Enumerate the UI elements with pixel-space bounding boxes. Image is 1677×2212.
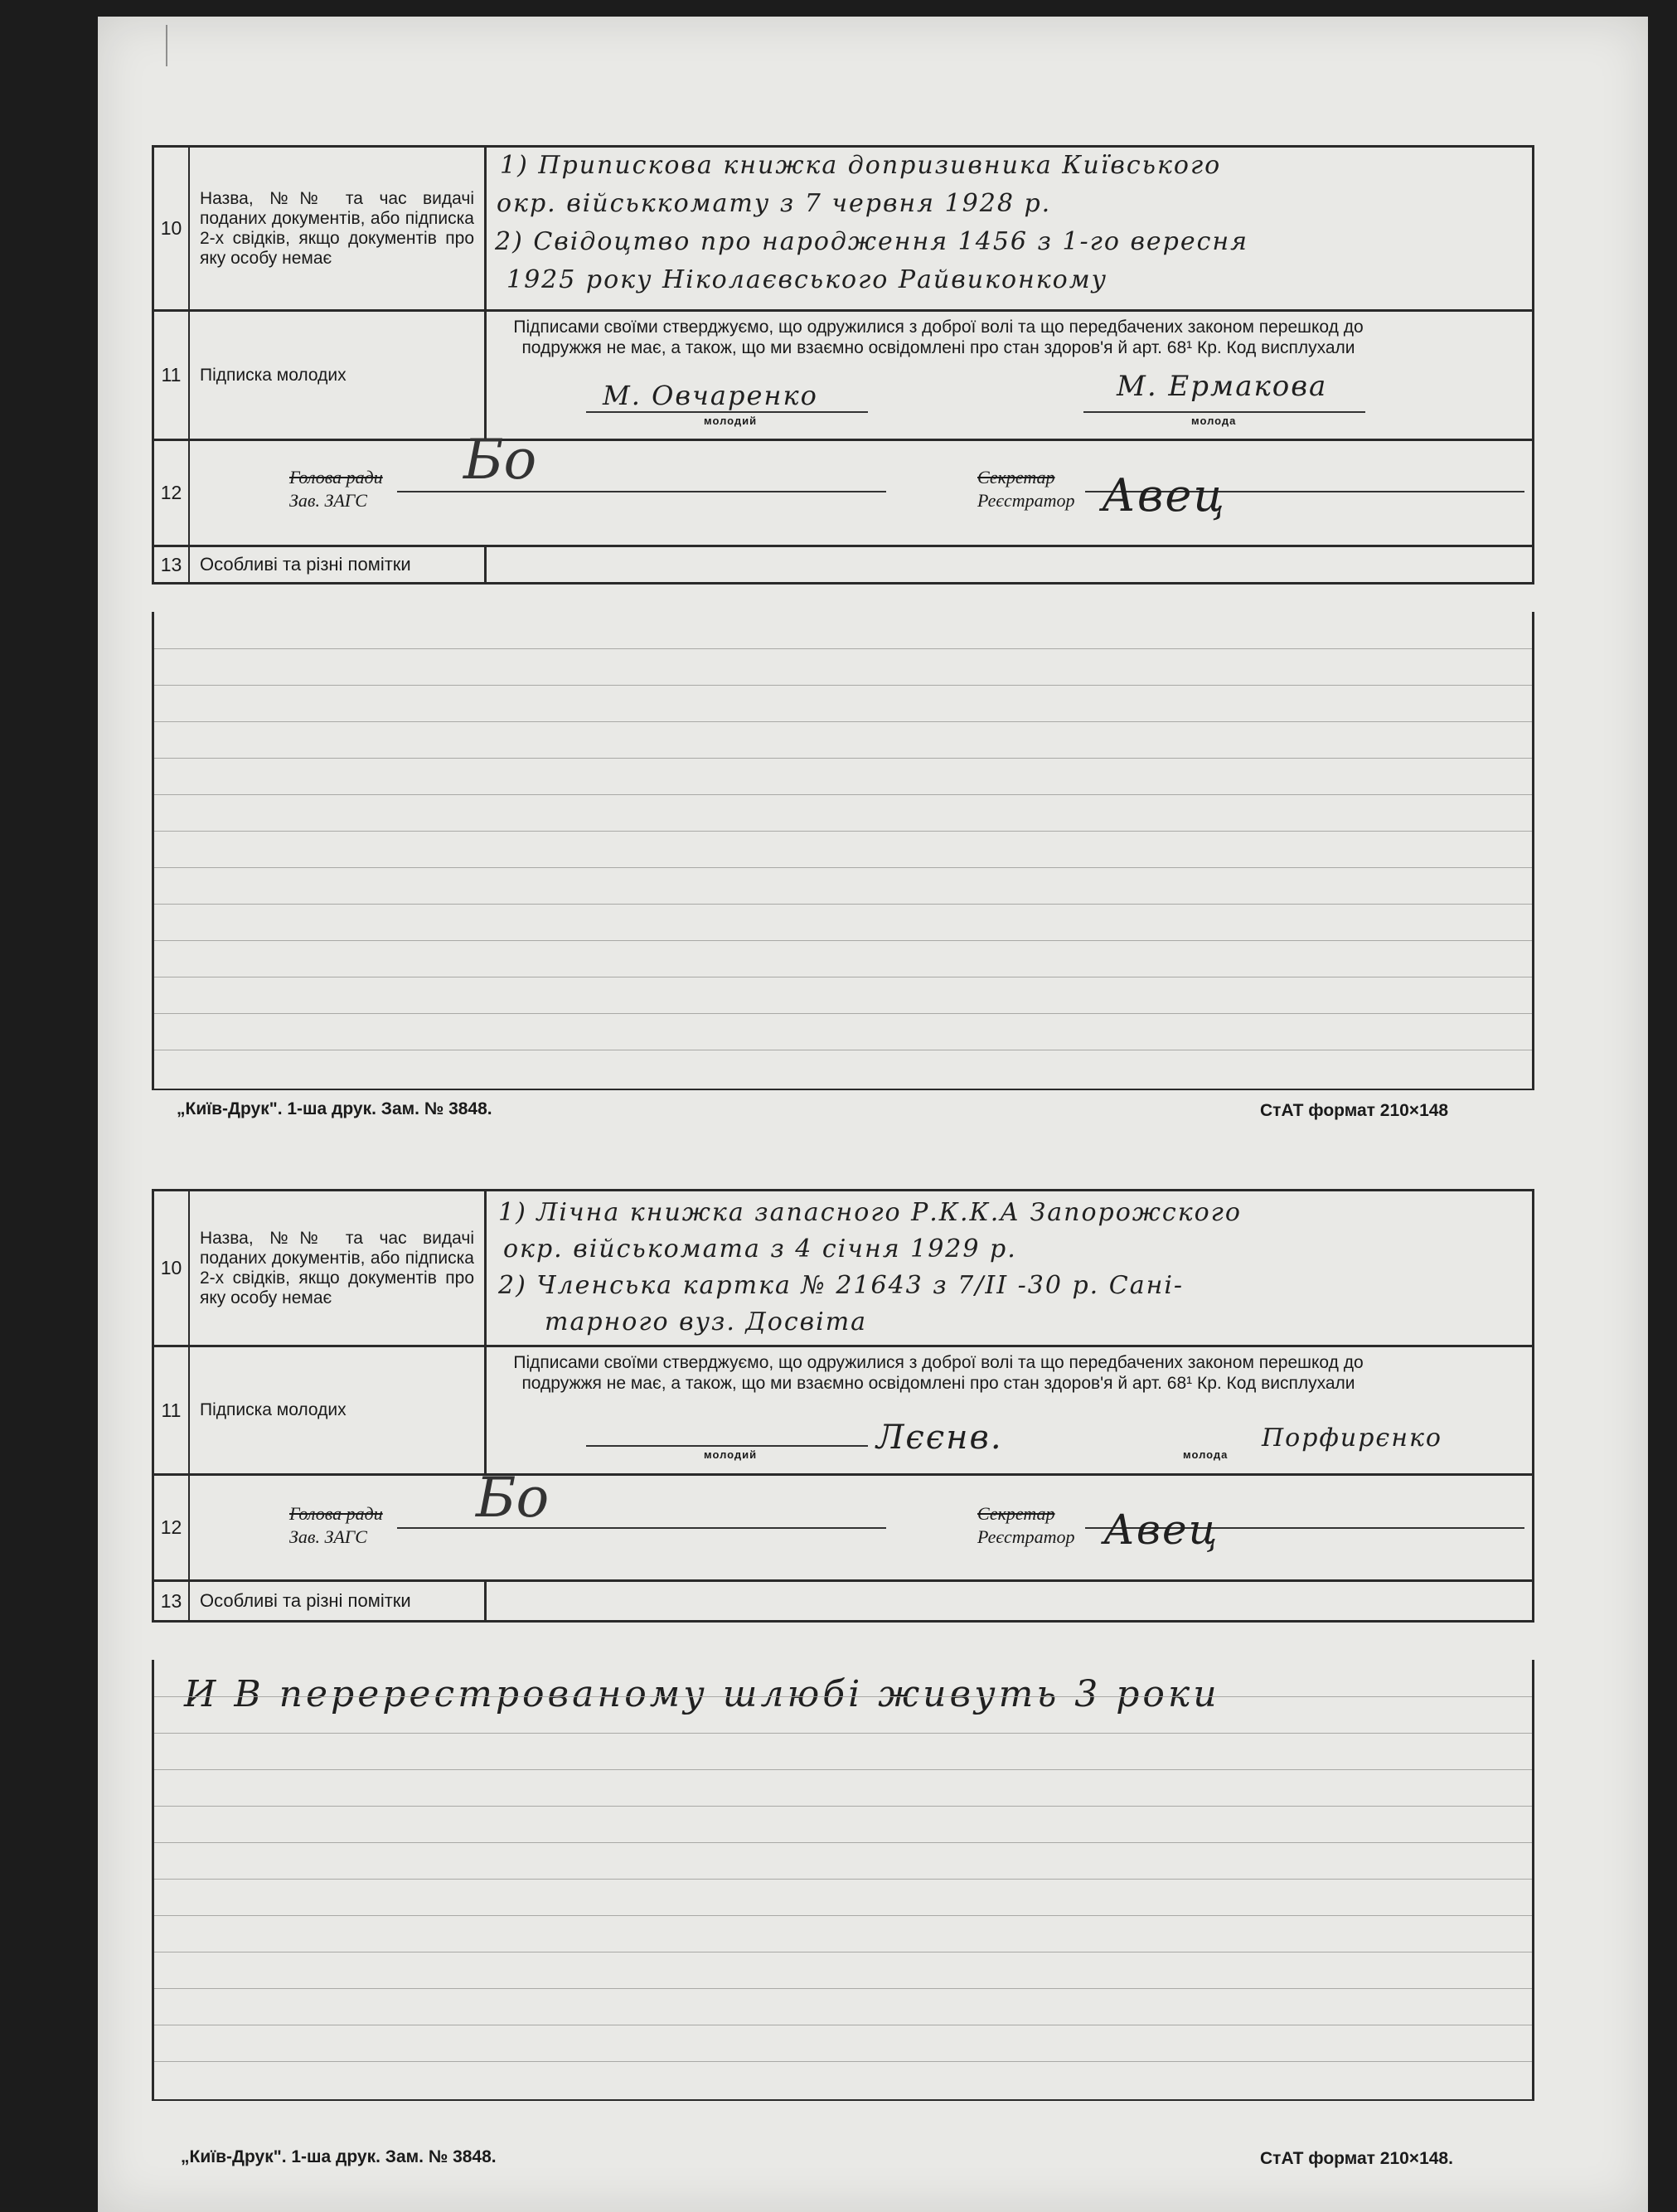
registrar-title: Реєстратор <box>977 1526 1075 1547</box>
record-1-row-13 <box>154 547 1532 585</box>
record-1-row-11 <box>154 312 1532 441</box>
bride-signature: М. Ермакова <box>1117 370 1328 403</box>
bride-caption: молода <box>1183 1448 1229 1461</box>
head-title: Зав. ЗАГС <box>289 490 367 511</box>
head-signature-line <box>397 1527 886 1529</box>
row-content-documents <box>487 1191 1532 1345</box>
registrar-title: Реєстратор <box>977 490 1075 511</box>
oath-text: Підписами своїми стверджуємо, що одружилися з доброї волі та що передбачених законом перешкод до подружжя не має, а також, що ми взаємно освідомлені про стан здоров'я й арт. 68¹ Кр. Код висплухали <box>513 1353 1364 1393</box>
row-content-signatures <box>487 1347 1532 1473</box>
officials-block <box>190 1466 1532 1579</box>
record-2-footer-format: СтАТ формат 210×148. <box>1260 2149 1453 2168</box>
page-edge-marks <box>166 25 179 66</box>
handwritten-line: 1) Припискова книжка допризивника Київського <box>500 151 1222 180</box>
handwritten-line: 1925 року Ніколаєвського Райвиконкому <box>506 265 1108 294</box>
record-2-footer-printer: „Київ-Друк". 1-ша друк. Зам. № 3848. <box>181 2147 497 2166</box>
groom-signature-line <box>586 1445 868 1447</box>
record-1-form <box>152 145 1534 585</box>
groom-signature-line <box>586 411 868 413</box>
row-label-signatures: Підписка молодих <box>190 1347 487 1473</box>
head-title-struck: Голова ради <box>289 467 383 488</box>
registrar-signature: Авец <box>1102 469 1226 521</box>
row-content-notes <box>487 1582 1532 1620</box>
head-signature: Бо <box>476 1466 550 1530</box>
row-number: 13 <box>154 547 190 582</box>
record-1-row-12 <box>154 428 1532 547</box>
oath-text: Підписами своїми стверджуємо, що одружилися з доброї волі та що передбачених законом перешкод до подружжя не має, а також, що ми взаємно освідомлені про стан здоров'я й арт. 68¹ Кр. Код висплухали <box>513 318 1364 357</box>
record-1-ruled-area <box>152 612 1534 1090</box>
row-content-documents <box>487 148 1532 309</box>
handwritten-line: окр. військкомату з 7 червня 1928 р. <box>497 189 1052 218</box>
handwritten-line: 1) Лічна книжка запасного Р.К.К.А Запорожского <box>498 1198 1242 1227</box>
row-label-notes: Особливі та різні помітки <box>190 547 487 582</box>
record-2-row-10 <box>154 1189 1532 1347</box>
row-number: 10 <box>154 148 190 309</box>
record-2-ruled-area <box>152 1660 1534 2101</box>
row-label-notes: Особливі та різні помітки <box>190 1582 487 1620</box>
row-number: 13 <box>154 1582 190 1620</box>
row-label-documents: Назва, №№ та час видачі поданих документів, або підписка 2-х свідків, якщо документів про яку особу немає <box>190 1191 487 1345</box>
bride-signature-line <box>1083 411 1365 413</box>
record-2-row-13 <box>154 1582 1532 1623</box>
row-label-documents: Назва, №№ та час видачі поданих документів, або підписка 2-х свідків, якщо документів про яку особу немає <box>190 148 487 309</box>
record-1-row-10 <box>154 145 1532 312</box>
record-1-footer-format: СтАТ формат 210×148 <box>1260 1101 1449 1120</box>
groom-caption: молодий <box>704 1448 758 1461</box>
secretary-title-struck: Секретар <box>977 1503 1055 1524</box>
groom-signature: М. Овчаренко <box>603 380 818 411</box>
handwritten-line: 2) Членська картка № 21643 з 7/II -30 р. Сані- <box>498 1271 1185 1300</box>
row-number: 10 <box>154 1191 190 1345</box>
secretary-title-struck: Секретар <box>977 467 1055 488</box>
row-label-signatures: Підписка молодих <box>190 312 487 439</box>
special-notes-handwriting: И В перерестрованому шлюбі живуть 3 роки <box>184 1673 1220 1715</box>
record-2-row-12 <box>154 1466 1532 1582</box>
bride-signature: Порфирєнко <box>1262 1424 1442 1453</box>
head-title-struck: Голова ради <box>289 1503 383 1524</box>
bride-caption: молода <box>1191 415 1237 427</box>
head-signature: Бо <box>463 428 537 492</box>
row-number: 11 <box>154 312 190 439</box>
head-title: Зав. ЗАГС <box>289 1526 367 1547</box>
record-1-footer-printer: „Київ-Друк". 1-ша друк. Зам. № 3848. <box>177 1099 492 1118</box>
row-number: 12 <box>154 1476 190 1579</box>
record-2-form <box>152 1189 1534 1623</box>
groom-signature: Лєєнв. <box>876 1419 1003 1457</box>
handwritten-line: окр. військомата з 4 січня 1929 р. <box>503 1235 1017 1264</box>
registrar-signature: Авец <box>1103 1506 1219 1554</box>
row-content-notes <box>487 547 1532 582</box>
record-2-row-11 <box>154 1347 1532 1476</box>
handwritten-line: тарного вуз. Досвіта <box>545 1307 868 1336</box>
row-number: 11 <box>154 1347 190 1473</box>
handwritten-line: 2) Свідоцтво про народження 1456 з 1-го вересня <box>495 227 1249 256</box>
row-content-signatures <box>487 312 1532 439</box>
groom-caption: молодий <box>704 415 758 427</box>
officials-block <box>190 428 1532 545</box>
row-number: 12 <box>154 441 190 545</box>
